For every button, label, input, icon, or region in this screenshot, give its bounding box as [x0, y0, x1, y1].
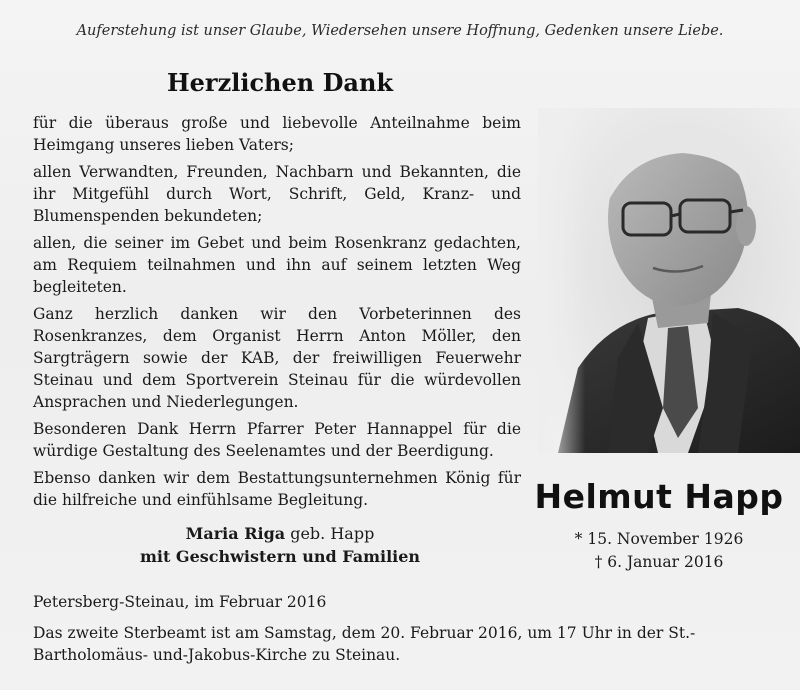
paragraph: Besonderen Dank Herrn Pfarrer Peter Hannappel für die würdige Gestaltung des Seelenamtes und der Beerdigung.: [33, 420, 521, 460]
birth-date: * 15. November 1926: [574, 530, 744, 548]
paragraph: Ebenso danken wir dem Bestattungsunternehmen König für die hilfreiche und einfühlsame Begleitung.: [33, 469, 521, 509]
place-date: Petersberg-Steinau, im Februar 2016: [33, 593, 327, 611]
thanks-body: [33, 112, 521, 516]
paragraph: Ganz herzlich danken wir den Vorbeterinnen des Rosenkranzes, dem Organist Herrn Anton Möller, den Sargträgern sowie der KAB, der freiwilligen Feuerwehr Steinau und dem Sportverein Steinau für die würdevollen Ansprachen und Niederlegungen.: [33, 305, 521, 411]
deceased-name: Helmut Happ: [534, 477, 784, 516]
mass-notice: Das zweite Sterbeamt ist am Samstag, dem 20. Februar 2016, um 17 Uhr in der St.-Bartholomäus- und-Jakobus-Kirche zu Steinau.: [33, 624, 696, 664]
portrait-photo-icon: [538, 108, 800, 453]
motto-line: Auferstehung ist unser Glaube, Wiedersehen unsere Hoffnung, Gedenken unsere Liebe.: [76, 23, 724, 39]
portrait-photo: [538, 108, 800, 453]
signer-family: mit Geschwistern und Familien: [139, 547, 421, 566]
life-dates: [528, 528, 790, 574]
signer-birth-name: geb. Happ: [290, 524, 375, 543]
death-date: † 6. Januar 2016: [594, 553, 724, 571]
paragraph: für die überaus große und liebevolle Anteilnahme beim Heimgang unseres lieben Vaters;: [33, 114, 521, 154]
signer-name: Maria Riga: [185, 524, 286, 543]
paragraph: allen Verwandten, Freunden, Nachbarn und Bekannten, die ihr Mitgefühl durch Wort, Schrift, Geld, Kranz- und Blumenspenden bekundeten;: [33, 163, 521, 225]
signature-block: [70, 522, 490, 568]
heading-thanks: Herzlichen Dank: [166, 68, 394, 97]
paragraph: allen, die seiner im Gebet und beim Rosenkranz gedachten, am Requiem teilnahmen und ihn auf seinem letzten Weg begleiteten.: [33, 234, 521, 296]
